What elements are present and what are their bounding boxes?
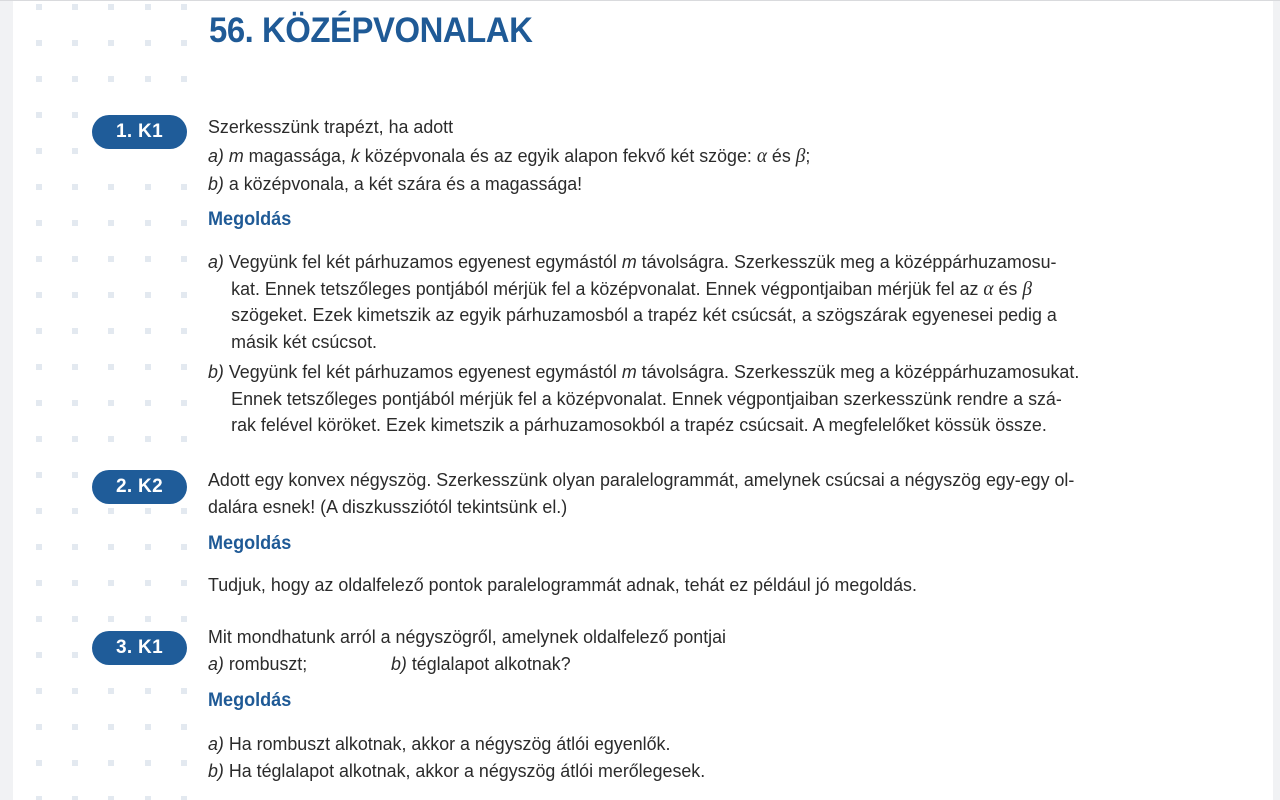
grid-dot: [72, 256, 78, 262]
text: Vegyünk fel két párhuzamos egyenest egymástól: [228, 251, 622, 272]
grid-dot: [145, 436, 151, 442]
exercise-3-prompt: Mit mondhatunk arról a négyszögről, amelynek oldalfelező pontjai: [208, 626, 727, 647]
grid-dot: [181, 616, 187, 622]
grid-dot: [72, 652, 78, 658]
grid-dot: [181, 40, 187, 46]
grid-dot: [181, 508, 187, 514]
grid-dot: [181, 76, 187, 82]
text: Ha téglalapot alkotnak, akkor a négyszög átlói merőlegesek.: [223, 760, 706, 781]
grid-dot: [145, 544, 151, 550]
grid-dot: [72, 472, 78, 478]
part-label: b): [208, 173, 224, 194]
exercise-1-part-a: [208, 143, 810, 169]
grid-dot: [36, 508, 42, 514]
grid-dot: [72, 508, 78, 514]
grid-dot: [36, 184, 42, 190]
grid-dot: [36, 256, 42, 262]
grid-dot: [36, 724, 42, 730]
grid-dot: [36, 40, 42, 46]
text: rombuszt;: [223, 653, 308, 674]
text: és: [993, 277, 1023, 299]
grid-dot: [108, 580, 114, 586]
exercise-2-prompt-line-1: Adott egy konvex négyszög. Szerkesszünk olyan paralelogrammát, amelynek csúcsai a négyszög egy-egy ol-: [208, 469, 1075, 490]
grid-dot: [72, 436, 78, 442]
solution-heading-3: Megoldás: [208, 690, 292, 711]
text: kat. Ennek tetszőleges pontjából mérjük fel a középvonalat. Ennek végpontjaiban mérjük fel az: [231, 277, 984, 299]
text: és: [766, 145, 796, 166]
grid-dot: [145, 760, 151, 766]
grid-dot: [181, 292, 187, 298]
part-label: b): [391, 653, 407, 674]
grid-dot: [36, 472, 42, 478]
sol-line: rak felével köröket. Ezek kimetszik a párhuzamosokból a trapéz csúcsait. A megfelelőket kössük össze.: [231, 414, 1047, 435]
grid-dot: [36, 4, 42, 10]
exercise-badge-2: 2. K2: [92, 470, 187, 504]
grid-dot: [72, 616, 78, 622]
text: ;: [805, 145, 811, 166]
grid-dot: [36, 364, 42, 370]
alpha-symbol: α: [983, 277, 994, 300]
grid-dot: [72, 400, 78, 406]
grid-dot: [145, 184, 151, 190]
var-m: m: [228, 145, 244, 166]
grid-dot: [36, 112, 42, 118]
grid-dot: [72, 220, 78, 226]
grid-dot: [145, 400, 151, 406]
sol-line: Ennek tetszőleges pontjából mérjük fel a középvonalat. Ennek végpontjaiban szerkesszünk rendre a szá-: [231, 387, 1062, 409]
exercise-badge-1: 1. K1: [92, 115, 187, 149]
text: téglalapot alkotnak?: [406, 653, 571, 674]
grid-dot: [72, 328, 78, 334]
var-m: m: [621, 361, 637, 382]
grid-dot: [108, 724, 114, 730]
grid-dot: [145, 796, 151, 800]
grid-dot: [181, 544, 187, 550]
grid-dot: [145, 40, 151, 46]
grid-dot: [108, 220, 114, 226]
grid-dot: [36, 328, 42, 334]
alpha-symbol: α: [756, 145, 767, 167]
grid-dot: [108, 364, 114, 370]
grid-dot: [145, 616, 151, 622]
var-k: k: [350, 145, 360, 166]
grid-dot: [108, 796, 114, 800]
text: a középvonala, a két szára és a magassága!: [223, 173, 583, 194]
grid-dot: [108, 328, 114, 334]
beta-symbol: β: [795, 145, 806, 167]
exercise-badge-3: 3. K1: [92, 631, 187, 665]
sol-line: [208, 249, 1057, 276]
grid-dot: [36, 436, 42, 442]
page-title: 56. KÖZÉPVONALAK: [209, 11, 533, 50]
grid-dot: [108, 40, 114, 46]
exercise-1-solution-a: [208, 249, 1057, 355]
beta-symbol: β: [1022, 277, 1032, 300]
grid-dot: [145, 220, 151, 226]
exercise-3-solution-b: [208, 758, 705, 784]
grid-dot: [181, 400, 187, 406]
grid-dot: [36, 652, 42, 658]
grid-dot: [36, 616, 42, 622]
grid-dot: [108, 184, 114, 190]
solution-heading-2: Megoldás: [208, 533, 292, 554]
grid-dot: [145, 724, 151, 730]
text: távolságra. Szerkesszük meg a középpárhuzamosukat.: [636, 361, 1080, 382]
grid-dot: [72, 148, 78, 154]
grid-dot: [108, 436, 114, 442]
grid-dot: [72, 580, 78, 586]
sol-line: [208, 276, 1057, 303]
exercise-1-solution-b: [208, 359, 1079, 439]
grid-dot: [36, 688, 42, 694]
grid-dot: [72, 544, 78, 550]
grid-dot: [72, 292, 78, 298]
sol-line: szögeket. Ezek kimetszik az egyik párhuzamosból a trapéz két csúcsát, a szögszárak egyenesei pedig a: [231, 304, 1057, 325]
grid-dot: [108, 400, 114, 406]
grid-dot: [145, 508, 151, 514]
grid-dot: [145, 328, 151, 334]
text: magassága,: [243, 145, 351, 166]
grid-dot: [108, 256, 114, 262]
grid-dot: [181, 220, 187, 226]
grid-dot: [181, 364, 187, 370]
grid-dot: [108, 4, 114, 10]
grid-dot: [181, 760, 187, 766]
text: középvonala és az egyik alapon fekvő két szöge:: [359, 145, 757, 166]
grid-dot: [181, 724, 187, 730]
exercise-2-solution: Tudjuk, hogy az oldalfelező pontok paralelogrammát adnak, tehát ez például jó megoldás.: [208, 574, 917, 595]
exercise-3-part-a: [208, 651, 307, 677]
exercise-3-solution-a: [208, 731, 670, 757]
grid-dot: [145, 292, 151, 298]
grid-dot: [181, 796, 187, 800]
grid-dot: [36, 580, 42, 586]
grid-dot: [36, 76, 42, 82]
grid-dot: [108, 76, 114, 82]
grid-dot: [36, 544, 42, 550]
grid-dot: [108, 544, 114, 550]
grid-dot: [181, 688, 187, 694]
part-label: a): [208, 145, 224, 166]
grid-dot: [145, 688, 151, 694]
grid-dot: [72, 4, 78, 10]
grid-dot: [145, 4, 151, 10]
grid-dot: [36, 220, 42, 226]
grid-dot: [181, 580, 187, 586]
solution-heading-1: Megoldás: [208, 209, 292, 230]
grid-dot: [72, 364, 78, 370]
grid-dot: [36, 796, 42, 800]
grid-dot: [181, 4, 187, 10]
part-label: b): [208, 760, 224, 781]
grid-dot: [72, 760, 78, 766]
text: távolságra. Szerkesszük meg a középpárhuzamosu-: [636, 251, 1057, 272]
var-m: m: [621, 251, 637, 272]
grid-dot: [108, 688, 114, 694]
exercise-1-prompt: Szerkesszünk trapézt, ha adott: [208, 116, 454, 137]
grid-dot: [145, 580, 151, 586]
grid-dot: [108, 616, 114, 622]
grid-dot: [72, 40, 78, 46]
text: Vegyünk fel két párhuzamos egyenest egymástól: [228, 361, 622, 382]
sol-line: [208, 359, 1079, 386]
grid-dot: [72, 796, 78, 800]
document-page: [13, 1, 1273, 800]
grid-dot: [181, 436, 187, 442]
sol-line: másik két csúcsot.: [231, 330, 378, 352]
grid-dot: [36, 760, 42, 766]
grid-dot: [108, 760, 114, 766]
grid-dot: [72, 112, 78, 118]
exercise-2-prompt-line-2: dalára esnek! (A diszkussziótól tekintsünk el.): [208, 496, 568, 517]
grid-dot: [108, 508, 114, 514]
grid-dot: [108, 292, 114, 298]
part-label: a): [208, 251, 224, 272]
grid-dot: [145, 364, 151, 370]
grid-dot: [181, 184, 187, 190]
grid-dot: [72, 724, 78, 730]
grid-dot: [72, 688, 78, 694]
part-label: b): [208, 361, 224, 382]
grid-dot: [72, 184, 78, 190]
exercise-1-part-b: [208, 171, 582, 197]
grid-dot: [36, 400, 42, 406]
grid-dot: [36, 148, 42, 154]
grid-dot: [72, 76, 78, 82]
grid-dot: [145, 76, 151, 82]
grid-dot: [36, 292, 42, 298]
exercise-3-part-b: [391, 651, 571, 677]
part-label: a): [208, 733, 224, 754]
grid-dot: [145, 256, 151, 262]
part-label: a): [208, 653, 224, 674]
text: Ha rombuszt alkotnak, akkor a négyszög átlói egyenlők.: [223, 733, 671, 754]
grid-dot: [181, 256, 187, 262]
grid-dot: [181, 328, 187, 334]
